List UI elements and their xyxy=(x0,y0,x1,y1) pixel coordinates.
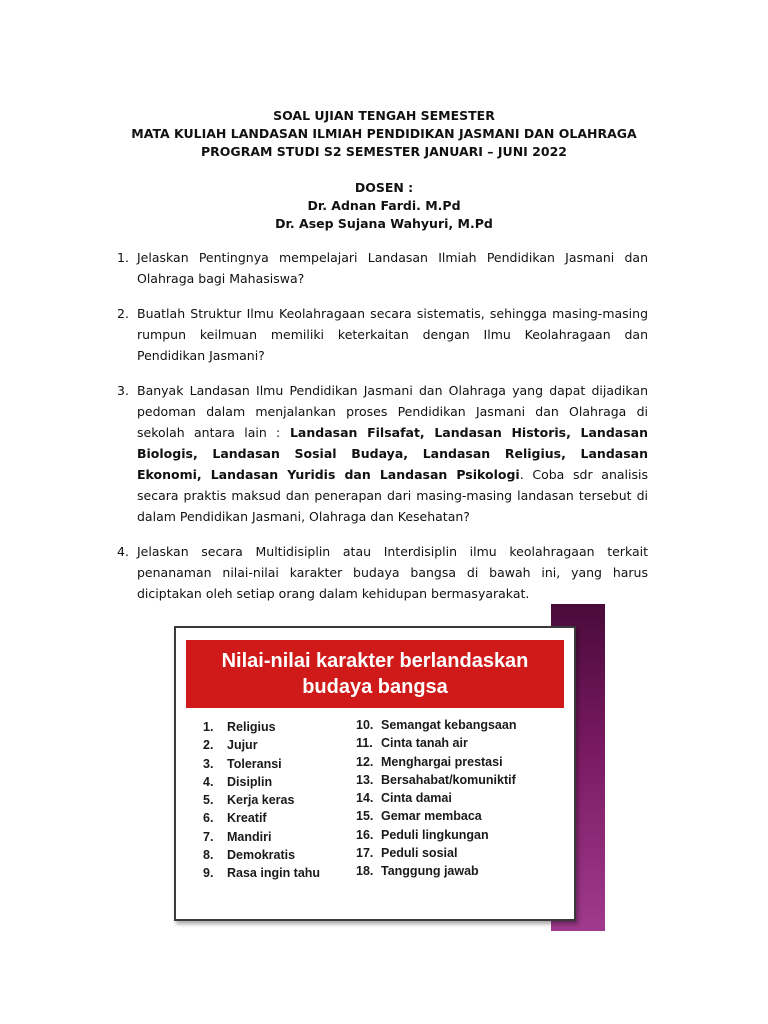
value-number: 12. xyxy=(356,754,374,769)
character-values-figure xyxy=(174,626,576,921)
question-item xyxy=(117,380,648,527)
value-item xyxy=(356,753,516,771)
value-item xyxy=(203,773,320,791)
value-item xyxy=(203,809,320,827)
value-number: 1. xyxy=(203,720,214,734)
question-item xyxy=(117,303,648,366)
value-label: Jujur xyxy=(227,738,258,753)
value-number: 7. xyxy=(203,829,214,844)
value-number: 17. xyxy=(356,846,374,861)
value-number: 16. xyxy=(356,827,374,842)
question-item xyxy=(117,541,648,604)
figure-banner xyxy=(186,640,564,708)
value-item xyxy=(356,844,516,862)
value-label: Disiplin xyxy=(227,774,273,789)
value-item xyxy=(203,791,320,809)
lecturer-2: Dr. Asep Sujana Wahyuri, M.Pd xyxy=(275,216,493,231)
value-label: Peduli lingkungan xyxy=(381,827,489,842)
value-label: Cinta damai xyxy=(381,791,452,806)
value-number: 13. xyxy=(356,772,374,787)
value-item xyxy=(356,807,516,825)
values-list-left xyxy=(203,718,320,883)
value-item xyxy=(203,864,320,882)
value-number: 3. xyxy=(203,756,214,771)
program-title: PROGRAM STUDI S2 SEMESTER JANUARI – JUNI 2022 xyxy=(201,144,567,159)
course-title: MATA KULIAH LANDASAN ILMIAH PENDIDIKAN JASMANI DAN OLAHRAGA xyxy=(131,126,637,141)
question-text-bold: Landasan Filsafat, Landasan Historis, Landasan Biologis, Landasan Sosial Budaya, Landasan Religius, Landasan Ekonomi, Landasan Yuridis dan Landasan Psikologi xyxy=(137,425,648,482)
value-label: Kreatif xyxy=(227,811,267,826)
figure-title-line1: Nilai-nilai karakter berlandaskan xyxy=(221,650,529,672)
value-item xyxy=(356,716,516,734)
value-number: 2. xyxy=(203,738,214,753)
question-number: 3. xyxy=(117,383,129,398)
question-list xyxy=(117,247,648,618)
value-item xyxy=(356,826,516,844)
value-label: Toleransi xyxy=(227,756,282,771)
value-number: 6. xyxy=(203,811,214,826)
value-item xyxy=(203,755,320,773)
question-text-part: Banyak Landasan Ilmu Pendidikan Jasmani dan Olahraga yang dapat dijadikan pedoman dalam menjalankan proses Pendidikan Jasmani dan Olahraga di sekolah antara lain : xyxy=(137,383,648,440)
value-label: Cinta tanah air xyxy=(381,736,468,751)
value-item xyxy=(203,718,320,736)
document-header xyxy=(0,107,768,233)
dosen-label: DOSEN : xyxy=(354,180,414,195)
question-text-part: . Coba sdr analisis secara praktis maksud dan penerapan dari masing-masing landasan tersebut di dalam Pendidikan Jasmani, Olahraga dan Kesehatan? xyxy=(137,467,648,524)
value-label: Religius xyxy=(227,720,276,734)
lecturer-1: Dr. Adnan Fardi. M.Pd xyxy=(307,198,461,213)
value-label: Menghargai prestasi xyxy=(381,754,503,769)
value-number: 14. xyxy=(356,791,374,806)
value-label: Mandiri xyxy=(227,829,272,844)
value-number: 9. xyxy=(203,866,214,881)
value-label: Rasa ingin tahu xyxy=(227,866,321,881)
question-text: Jelaskan Pentingnya mempelajari Landasan Ilmiah Pendidikan Jasmani dan Olahraga bagi Mahasiswa? xyxy=(137,250,648,286)
value-number: 18. xyxy=(356,864,374,879)
value-item xyxy=(203,846,320,864)
value-item xyxy=(356,862,516,880)
value-item xyxy=(356,771,516,789)
question-text: Buatlah Struktur Ilmu Keolahragaan secara sistematis, sehingga masing-masing rumpun keilmuan memiliki keterkaitan dengan Ilmu Keolahragaan dan Pendidikan Jasmani? xyxy=(137,306,648,363)
question-text: Jelaskan secara Multidisiplin atau Interdisiplin ilmu keolahragaan terkait penanaman nilai-nilai karakter budaya bangsa di bawah ini, yang harus diciptakan oleh setiap orang dalam kehidupan bermasyarakat. xyxy=(137,544,648,601)
value-number: 8. xyxy=(203,848,214,863)
value-number: 10. xyxy=(356,718,374,732)
value-number: 11. xyxy=(356,736,373,751)
question-number: 1. xyxy=(117,250,129,265)
question-number: 4. xyxy=(117,544,129,559)
figure-title-line2: budaya bangsa xyxy=(302,676,448,698)
value-label: Gemar membaca xyxy=(381,809,482,824)
value-label: Tanggung jawab xyxy=(381,864,479,879)
value-number: 5. xyxy=(203,793,214,808)
value-label: Peduli sosial xyxy=(381,846,458,861)
value-item xyxy=(356,734,516,752)
value-item xyxy=(203,828,320,846)
value-number: 4. xyxy=(203,774,214,789)
value-label: Kerja keras xyxy=(227,793,295,808)
question-number: 2. xyxy=(117,306,129,321)
question-item xyxy=(117,247,648,289)
value-item xyxy=(203,736,320,754)
value-label: Bersahabat/komuniktif xyxy=(381,772,516,787)
value-label: Demokratis xyxy=(227,848,296,863)
value-label: Semangat kebangsaan xyxy=(381,718,517,732)
values-list-right xyxy=(356,716,516,881)
exam-title: SOAL UJIAN TENGAH SEMESTER xyxy=(273,108,495,123)
question-text xyxy=(137,380,648,527)
value-item xyxy=(356,789,516,807)
value-number: 15. xyxy=(356,809,374,824)
